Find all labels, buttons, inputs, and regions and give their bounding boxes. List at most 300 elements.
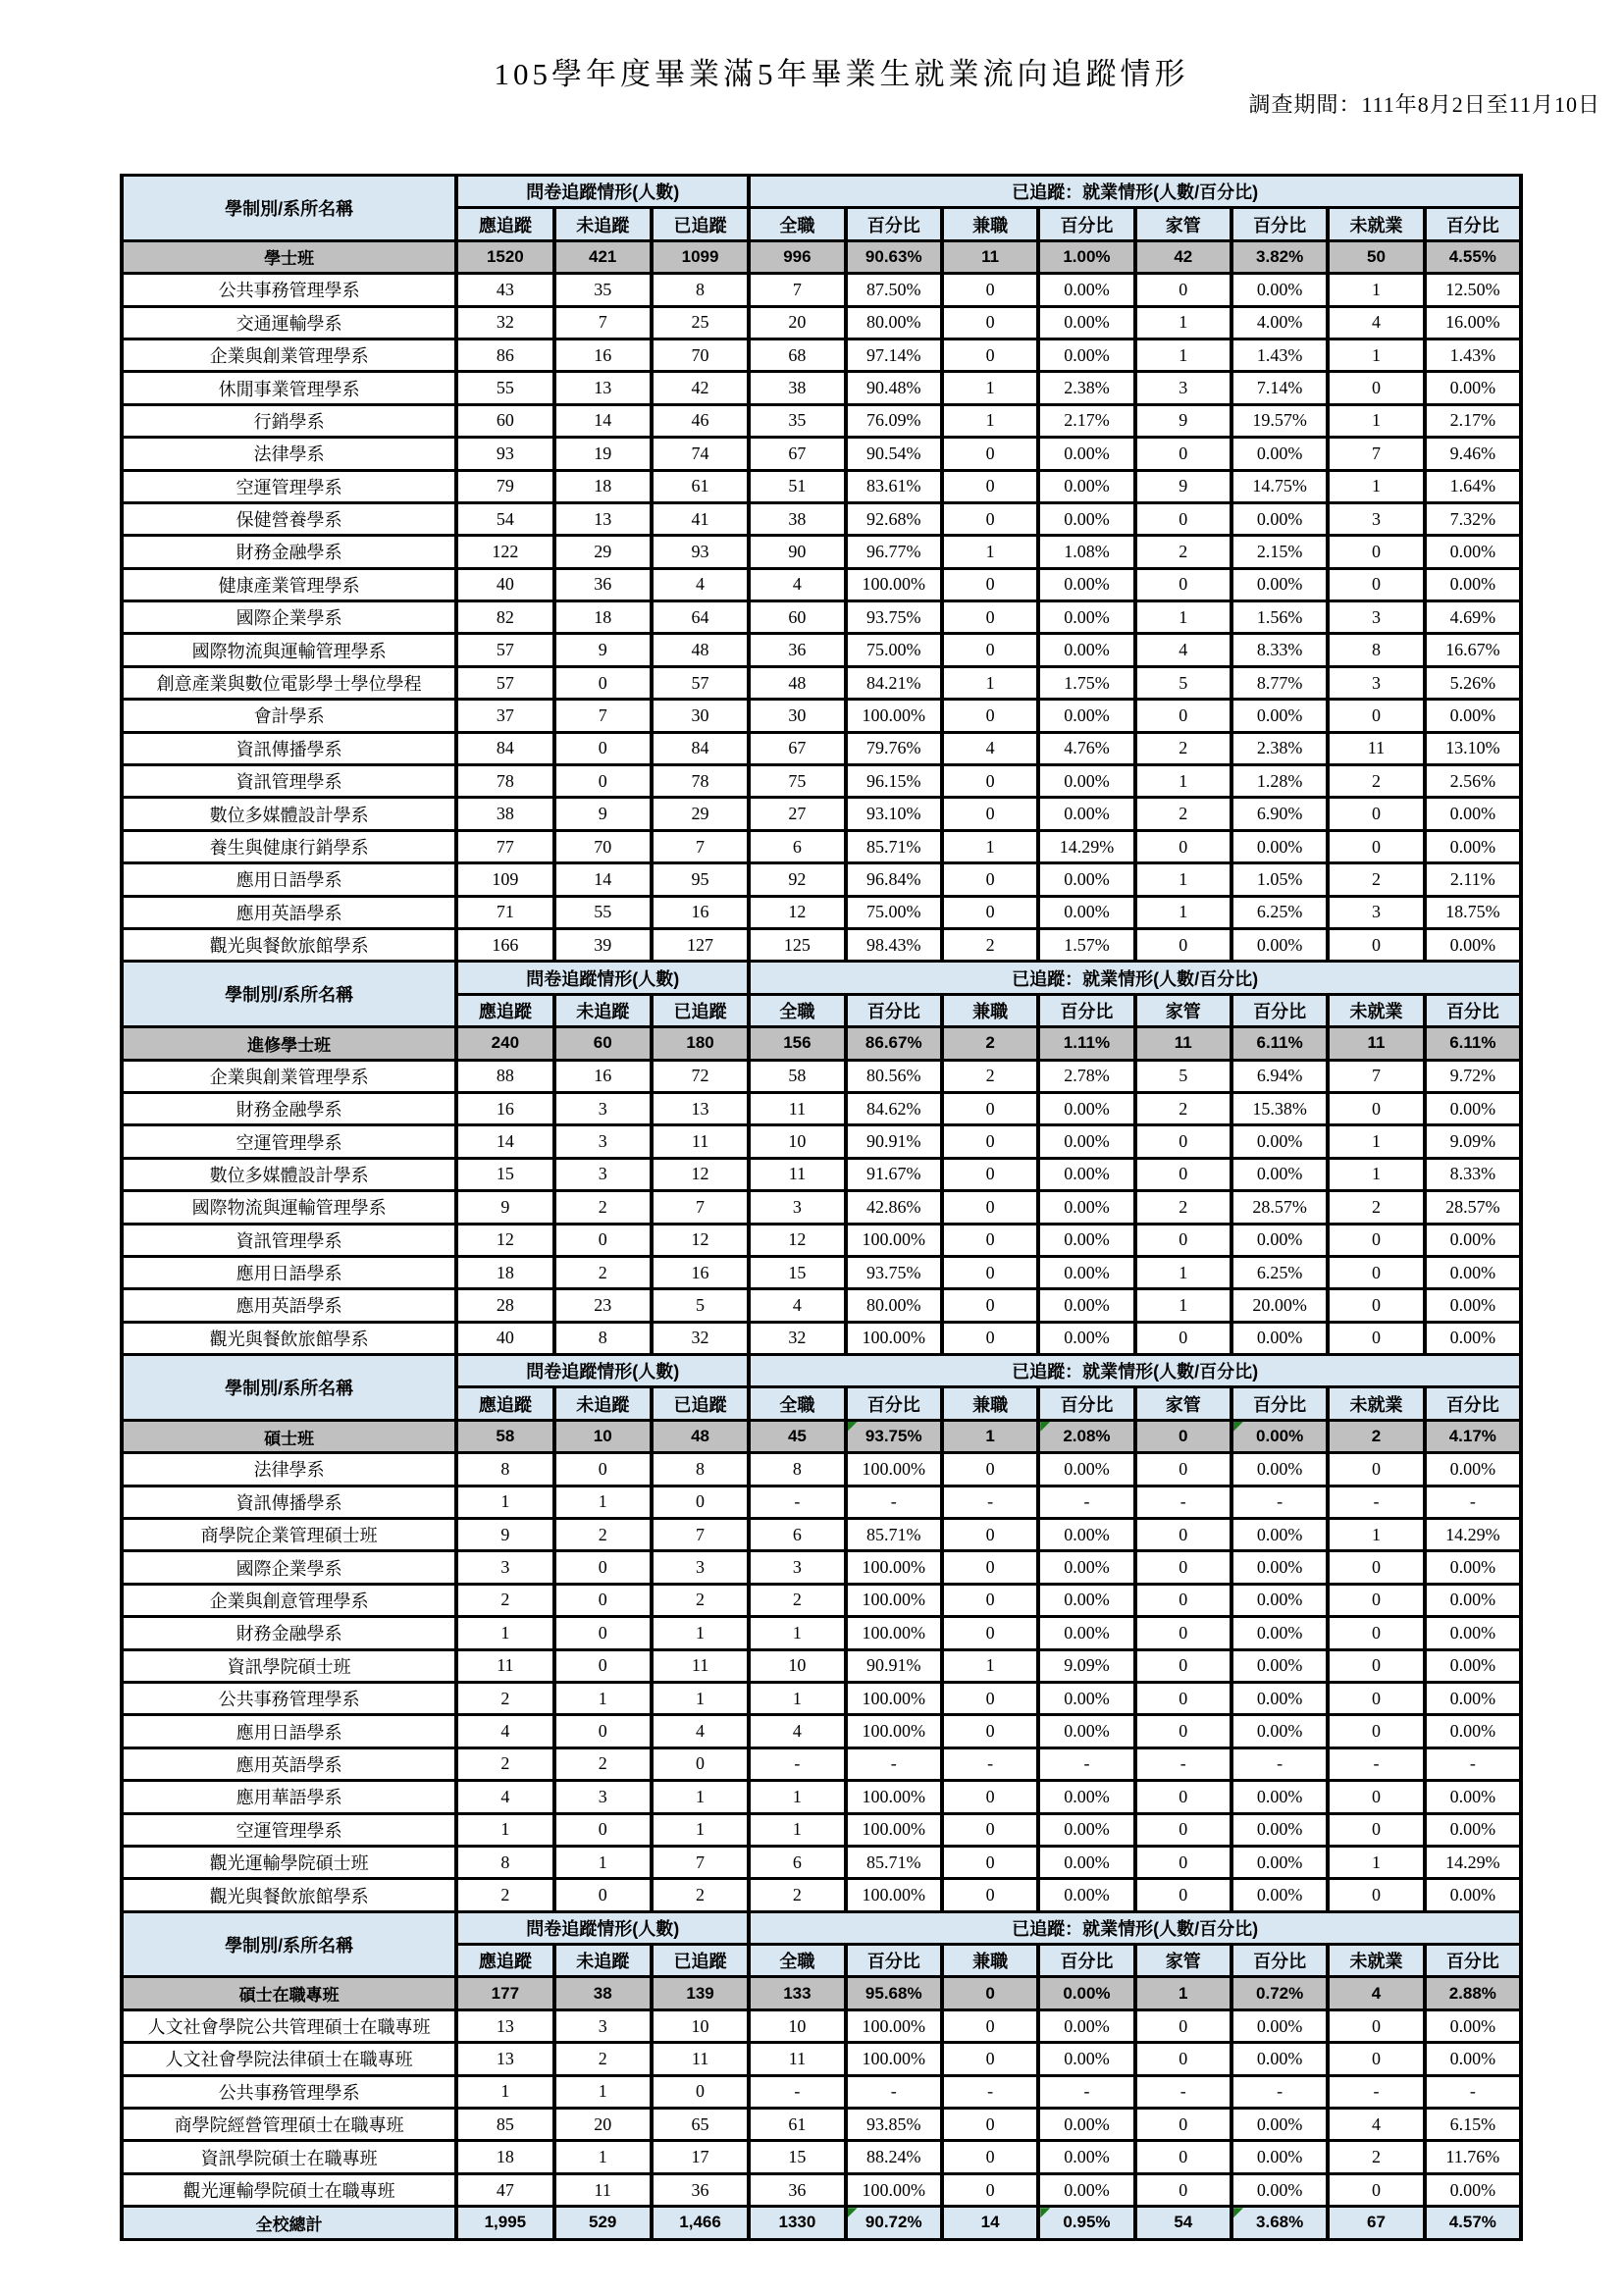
value-cell: 2	[1328, 863, 1424, 896]
value-cell: 51	[749, 470, 845, 502]
value-cell: 0	[554, 1879, 652, 1911]
department-name-cell: 空運管理學系	[122, 470, 456, 502]
department-name-cell: 應用日語學系	[122, 1256, 456, 1288]
value-cell: 3	[1135, 372, 1231, 404]
value-cell: 11	[749, 1158, 845, 1190]
value-cell: 0	[1328, 700, 1424, 732]
value-cell: 122	[456, 536, 553, 568]
value-cell: -	[1425, 2075, 1521, 2108]
value-cell: 67	[1328, 2207, 1424, 2239]
value-cell: 0	[1135, 1322, 1231, 1354]
value-cell: 84	[456, 732, 553, 764]
value-cell: 0.00%	[1231, 1158, 1328, 1190]
value-cell: 4.00%	[1231, 306, 1328, 339]
value-cell: 3	[554, 1158, 652, 1190]
value-cell: 4	[749, 1715, 845, 1747]
value-cell: 80.00%	[846, 306, 942, 339]
value-cell: 13	[456, 2043, 553, 2075]
value-cell: 10	[652, 2009, 749, 2042]
value-cell: 0.00%	[1231, 1846, 1328, 1878]
column-header: 百分比	[1231, 208, 1328, 240]
value-cell: 177	[456, 1977, 553, 2009]
value-cell: 1	[1328, 1158, 1424, 1190]
department-row	[122, 1551, 1521, 1584]
value-cell: 1	[1328, 470, 1424, 502]
department-row	[122, 1617, 1521, 1649]
value-cell: 90.48%	[846, 372, 942, 404]
value-cell: 0.00%	[1038, 1584, 1134, 1616]
value-cell: 2.17%	[1425, 404, 1521, 437]
value-cell: 0	[942, 1617, 1038, 1649]
value-cell: 1	[456, 1486, 553, 1518]
column-header: 百分比	[1425, 994, 1521, 1026]
questionnaire-group-header: 問卷追蹤情形(人數)	[456, 176, 749, 208]
column-header: 已追蹤	[652, 1387, 749, 1420]
value-cell: 0.00%	[1038, 1715, 1134, 1747]
value-cell: 0.00%	[1231, 2141, 1328, 2173]
value-cell: 88.24%	[846, 2141, 942, 2173]
value-cell: 98.43%	[846, 928, 942, 961]
value-cell: 100.00%	[846, 1781, 942, 1813]
value-cell: 12	[652, 1224, 749, 1256]
value-cell: 0.95%	[1038, 2207, 1134, 2239]
value-cell: 0.00%	[1425, 1781, 1521, 1813]
value-cell: 28.57%	[1231, 1191, 1328, 1224]
value-cell: 1	[942, 1420, 1038, 1452]
value-cell: 2	[1135, 798, 1231, 830]
value-cell: 18	[456, 1256, 553, 1288]
value-cell: 0	[1135, 2173, 1231, 2206]
column-header: 百分比	[1038, 1387, 1134, 1420]
department-row	[122, 1125, 1521, 1158]
value-cell: 0.00%	[1231, 274, 1328, 306]
value-cell: 9.09%	[1038, 1649, 1134, 1682]
value-cell: 0	[1328, 2043, 1424, 2075]
value-cell: 1.57%	[1038, 928, 1134, 961]
questionnaire-group-header: 問卷追蹤情形(人數)	[456, 1911, 749, 1944]
column-header: 未追蹤	[554, 1945, 652, 1977]
value-cell: 1	[1135, 601, 1231, 634]
column-header: 百分比	[1425, 208, 1521, 240]
value-cell: 5	[652, 1289, 749, 1322]
value-cell: 0	[942, 568, 1038, 600]
value-cell: 9.72%	[1425, 1060, 1521, 1092]
value-cell: 0	[942, 1519, 1038, 1551]
value-cell: 3	[456, 1551, 553, 1584]
value-cell: 8	[456, 1453, 553, 1486]
value-cell: 19.57%	[1231, 404, 1328, 437]
value-cell: -	[942, 1486, 1038, 1518]
value-cell: 0	[942, 1879, 1038, 1911]
value-cell: 7.32%	[1425, 502, 1521, 535]
name-column-header: 學制別/系所名稱	[122, 1911, 456, 1977]
value-cell: 1.64%	[1425, 470, 1521, 502]
value-cell: -	[1328, 2075, 1424, 2108]
department-name-cell: 財務金融學系	[122, 536, 456, 568]
value-cell: 3	[554, 1125, 652, 1158]
column-header: 應追蹤	[456, 208, 553, 240]
department-row	[122, 798, 1521, 830]
value-cell: 0	[1135, 1453, 1231, 1486]
value-cell: 42	[652, 372, 749, 404]
value-cell: 48	[652, 1420, 749, 1452]
value-cell: 3	[1328, 666, 1424, 699]
value-cell: 12	[652, 1158, 749, 1190]
value-cell: 0	[1328, 536, 1424, 568]
value-cell: 37	[456, 700, 553, 732]
value-cell: 0	[942, 1191, 1038, 1224]
value-cell: 42	[1135, 240, 1231, 273]
value-cell: 240	[456, 1027, 553, 1060]
value-cell: 996	[749, 240, 845, 273]
department-row	[122, 306, 1521, 339]
value-cell: 1	[1135, 765, 1231, 798]
department-name-cell: 養生與健康行銷學系	[122, 830, 456, 862]
value-cell: 85.71%	[846, 1519, 942, 1551]
column-header: 未就業	[1328, 994, 1424, 1026]
column-group-header-row	[122, 176, 1521, 208]
value-cell: 0	[942, 2173, 1038, 2206]
value-cell: 0.00%	[1038, 1224, 1134, 1256]
value-cell: -	[846, 1486, 942, 1518]
department-row	[122, 470, 1521, 502]
value-cell: 14	[554, 404, 652, 437]
value-cell: 90.91%	[846, 1125, 942, 1158]
value-cell: 0.00%	[1425, 830, 1521, 862]
value-cell: 8	[554, 1322, 652, 1354]
value-cell: 11	[1135, 1027, 1231, 1060]
value-cell: 6	[749, 830, 845, 862]
value-cell: 28	[456, 1289, 553, 1322]
value-cell: 90.72%	[846, 2207, 942, 2239]
column-header: 全職	[749, 994, 845, 1026]
value-cell: 12	[749, 896, 845, 928]
value-cell: 1	[942, 1649, 1038, 1682]
value-cell: 18.75%	[1425, 896, 1521, 928]
value-cell: 0	[942, 1453, 1038, 1486]
value-cell: 75.00%	[846, 634, 942, 666]
department-row	[122, 601, 1521, 634]
value-cell: 6.90%	[1231, 798, 1328, 830]
value-cell: 0	[1135, 700, 1231, 732]
value-cell: 42.86%	[846, 1191, 942, 1224]
value-cell: 0.00%	[1425, 1584, 1521, 1616]
value-cell: 1	[652, 1617, 749, 1649]
value-cell: 1.00%	[1038, 240, 1134, 273]
value-cell: 109	[456, 863, 553, 896]
value-cell: 84	[652, 732, 749, 764]
value-cell: 36	[749, 2173, 845, 2206]
value-cell: 2	[1135, 1191, 1231, 1224]
department-name-cell: 數位多媒體設計學系	[122, 1158, 456, 1190]
value-cell: 0.00%	[1038, 1289, 1134, 1322]
value-cell: 60	[456, 404, 553, 437]
value-cell: 1.75%	[1038, 666, 1134, 699]
value-cell: 0	[942, 1682, 1038, 1714]
value-cell: 0.00%	[1425, 1715, 1521, 1747]
value-cell: 0.00%	[1038, 1092, 1134, 1124]
department-row	[122, 765, 1521, 798]
value-cell: 4.76%	[1038, 732, 1134, 764]
value-cell: 0.00%	[1038, 1125, 1134, 1158]
value-cell: 0	[1328, 1649, 1424, 1682]
value-cell: 18	[456, 2141, 553, 2173]
value-cell: 0	[1135, 1682, 1231, 1714]
value-cell: 8	[456, 1846, 553, 1878]
value-cell: 0.00%	[1425, 1551, 1521, 1584]
value-cell: 55	[554, 896, 652, 928]
value-cell: 0	[1328, 1617, 1424, 1649]
value-cell: 0	[1135, 1813, 1231, 1846]
department-row	[122, 2141, 1521, 2173]
column-header: 已追蹤	[652, 1945, 749, 1977]
value-cell: 3	[554, 2009, 652, 2042]
value-cell: 0.00%	[1038, 1551, 1134, 1584]
value-cell: 40	[456, 1322, 553, 1354]
department-name-cell: 企業與創意管理學系	[122, 1584, 456, 1616]
department-row	[122, 2075, 1521, 2108]
value-cell: 1	[749, 1813, 845, 1846]
column-header: 兼職	[942, 1945, 1038, 1977]
value-cell: 0	[1135, 1617, 1231, 1649]
value-cell: -	[1425, 1747, 1521, 1780]
value-cell: 0	[942, 1322, 1038, 1354]
value-cell: 29	[554, 536, 652, 568]
value-cell: 11	[1328, 1027, 1424, 1060]
value-cell: 96.15%	[846, 765, 942, 798]
department-row	[122, 863, 1521, 896]
value-cell: 13	[554, 502, 652, 535]
department-row	[122, 1584, 1521, 1616]
value-cell: 7	[1328, 1060, 1424, 1092]
department-name-cell: 人文社會學院法律碩士在職專班	[122, 2043, 456, 2075]
value-cell: 0.00%	[1038, 863, 1134, 896]
value-cell: 2	[749, 1879, 845, 1911]
value-cell: 9	[456, 1191, 553, 1224]
column-header: 百分比	[1231, 994, 1328, 1026]
value-cell: 0.00%	[1425, 1649, 1521, 1682]
value-cell: 9	[554, 798, 652, 830]
value-cell: 2	[1328, 765, 1424, 798]
value-cell: 0.00%	[1425, 1224, 1521, 1256]
department-row	[122, 1781, 1521, 1813]
department-row	[122, 1453, 1521, 1486]
value-cell: 9	[456, 1519, 553, 1551]
value-cell: 0	[1328, 1781, 1424, 1813]
value-cell: 0	[1135, 1879, 1231, 1911]
value-cell: 0.00%	[1231, 2109, 1328, 2141]
value-cell: 0	[942, 1977, 1038, 2009]
department-name-cell: 行銷學系	[122, 404, 456, 437]
value-cell: 180	[652, 1027, 749, 1060]
value-cell: 4.57%	[1425, 2207, 1521, 2239]
grand-total-row	[122, 2207, 1521, 2239]
value-cell: 1	[652, 1781, 749, 1813]
value-cell: 1	[942, 404, 1038, 437]
department-row	[122, 1486, 1521, 1518]
column-header: 家管	[1135, 994, 1231, 1026]
value-cell: 85	[456, 2109, 553, 2141]
column-header: 百分比	[846, 208, 942, 240]
department-name-cell: 企業與創業管理學系	[122, 1060, 456, 1092]
value-cell: 95.68%	[846, 1977, 942, 2009]
value-cell: 1330	[749, 2207, 845, 2239]
value-cell: -	[1328, 1747, 1424, 1780]
value-cell: 0.00%	[1038, 634, 1134, 666]
value-cell: 2	[456, 1747, 553, 1780]
value-cell: 0	[1135, 1649, 1231, 1682]
value-cell: 0	[1135, 2043, 1231, 2075]
value-cell: 88	[456, 1060, 553, 1092]
value-cell: 0	[1135, 1584, 1231, 1616]
value-cell: 0.00%	[1038, 1879, 1134, 1911]
department-row	[122, 1715, 1521, 1747]
value-cell: 9	[554, 634, 652, 666]
value-cell: 0	[554, 1813, 652, 1846]
department-name-cell: 數位多媒體設計學系	[122, 798, 456, 830]
value-cell: 15.38%	[1231, 1092, 1328, 1124]
column-header: 未就業	[1328, 1945, 1424, 1977]
department-name-cell: 應用日語學系	[122, 1715, 456, 1747]
value-cell: 14	[942, 2207, 1038, 2239]
value-cell: 1099	[652, 240, 749, 273]
value-cell: 0	[1328, 1879, 1424, 1911]
tracking-table	[120, 174, 1523, 2241]
value-cell: 0	[1328, 830, 1424, 862]
value-cell: 1	[554, 1682, 652, 1714]
value-cell: 11	[942, 240, 1038, 273]
value-cell: 70	[652, 339, 749, 371]
value-cell: 9.09%	[1425, 1125, 1521, 1158]
value-cell: 45	[749, 1420, 845, 1452]
value-cell: 35	[749, 404, 845, 437]
value-cell: 1	[652, 1813, 749, 1846]
department-name-cell: 應用日語學系	[122, 863, 456, 896]
value-cell: 3	[1328, 601, 1424, 634]
value-cell: 25	[652, 306, 749, 339]
value-cell: 0	[1328, 1813, 1424, 1846]
value-cell: 0.00%	[1038, 1813, 1134, 1846]
value-cell: 6.11%	[1231, 1027, 1328, 1060]
value-cell: 80.00%	[846, 1289, 942, 1322]
value-cell: 93.75%	[846, 1420, 942, 1452]
value-cell: -	[942, 2075, 1038, 2108]
value-cell: 1	[942, 372, 1038, 404]
value-cell: 0	[652, 1747, 749, 1780]
value-cell: 48	[749, 666, 845, 699]
value-cell: 0.00%	[1425, 798, 1521, 830]
value-cell: 30	[652, 700, 749, 732]
column-header: 已追蹤	[652, 208, 749, 240]
department-row	[122, 339, 1521, 371]
value-cell: 0	[942, 1813, 1038, 1846]
value-cell: 14.29%	[1038, 830, 1134, 862]
column-header: 百分比	[846, 1387, 942, 1420]
department-name-cell: 資訊學院碩士在職專班	[122, 2141, 456, 2173]
value-cell: 100.00%	[846, 1715, 942, 1747]
value-cell: 90.91%	[846, 1649, 942, 1682]
value-cell: 6	[749, 1846, 845, 1878]
value-cell: 9.46%	[1425, 438, 1521, 470]
department-name-cell: 休閒事業管理學系	[122, 372, 456, 404]
value-cell: 3	[1328, 502, 1424, 535]
value-cell: 1.43%	[1231, 339, 1328, 371]
value-cell: 125	[749, 928, 845, 961]
value-cell: 3	[554, 1092, 652, 1124]
column-header: 兼職	[942, 208, 1038, 240]
value-cell: 0	[942, 1551, 1038, 1584]
value-cell: 38	[456, 798, 553, 830]
value-cell: 12.50%	[1425, 274, 1521, 306]
value-cell: 5.26%	[1425, 666, 1521, 699]
value-cell: 71	[456, 896, 553, 928]
value-cell: 1.11%	[1038, 1027, 1134, 1060]
value-cell: 166	[456, 928, 553, 961]
value-cell: 2	[1328, 1420, 1424, 1452]
value-cell: 50	[1328, 240, 1424, 273]
value-cell: 100.00%	[846, 1322, 942, 1354]
value-cell: 2	[554, 1256, 652, 1288]
value-cell: 2	[1328, 1191, 1424, 1224]
value-cell: 54	[456, 502, 553, 535]
value-cell: 0.00%	[1425, 372, 1521, 404]
value-cell: 57	[456, 634, 553, 666]
value-cell: 2	[1135, 1092, 1231, 1124]
value-cell: 0.00%	[1038, 2043, 1134, 2075]
value-cell: 0.00%	[1425, 1617, 1521, 1649]
value-cell: 97.14%	[846, 339, 942, 371]
department-name-cell: 資訊學院碩士班	[122, 1649, 456, 1682]
value-cell: 0	[1135, 1125, 1231, 1158]
value-cell: 11	[652, 1125, 749, 1158]
value-cell: 0	[1328, 928, 1424, 961]
value-cell: 1	[1328, 1125, 1424, 1158]
value-cell: 0	[1135, 568, 1231, 600]
column-header: 百分比	[1038, 1945, 1134, 1977]
value-cell: 2	[942, 1060, 1038, 1092]
value-cell: 1.43%	[1425, 339, 1521, 371]
value-cell: 1	[652, 1682, 749, 1714]
employment-group-header: 已追蹤：就業情形(人數/百分比)	[749, 176, 1521, 208]
value-cell: 139	[652, 1977, 749, 2009]
department-name-cell: 應用華語學系	[122, 1781, 456, 1813]
value-cell: 0.00%	[1231, 1322, 1328, 1354]
value-cell: 0.00%	[1231, 1617, 1328, 1649]
value-cell: 67	[749, 438, 845, 470]
value-cell: 9	[1135, 404, 1231, 437]
value-cell: 100.00%	[846, 2043, 942, 2075]
value-cell: 0	[1328, 372, 1424, 404]
value-cell: 13.10%	[1425, 732, 1521, 764]
column-header: 家管	[1135, 1387, 1231, 1420]
value-cell: 0	[1135, 1224, 1231, 1256]
employment-group-header: 已追蹤：就業情形(人數/百分比)	[749, 1355, 1521, 1387]
value-cell: 0	[1135, 928, 1231, 961]
value-cell: 10	[554, 1420, 652, 1452]
value-cell: 4	[1135, 634, 1231, 666]
department-row	[122, 1813, 1521, 1846]
value-cell: 1	[1328, 339, 1424, 371]
value-cell: 7	[554, 700, 652, 732]
value-cell: 0	[942, 2141, 1038, 2173]
value-cell: 100.00%	[846, 1617, 942, 1649]
value-cell: 0.00%	[1231, 1551, 1328, 1584]
value-cell: 2.88%	[1425, 1977, 1521, 2009]
value-cell: 0	[942, 1256, 1038, 1288]
value-cell: 0.00%	[1231, 1584, 1328, 1616]
value-cell: 0.00%	[1038, 1519, 1134, 1551]
value-cell: 96.77%	[846, 536, 942, 568]
